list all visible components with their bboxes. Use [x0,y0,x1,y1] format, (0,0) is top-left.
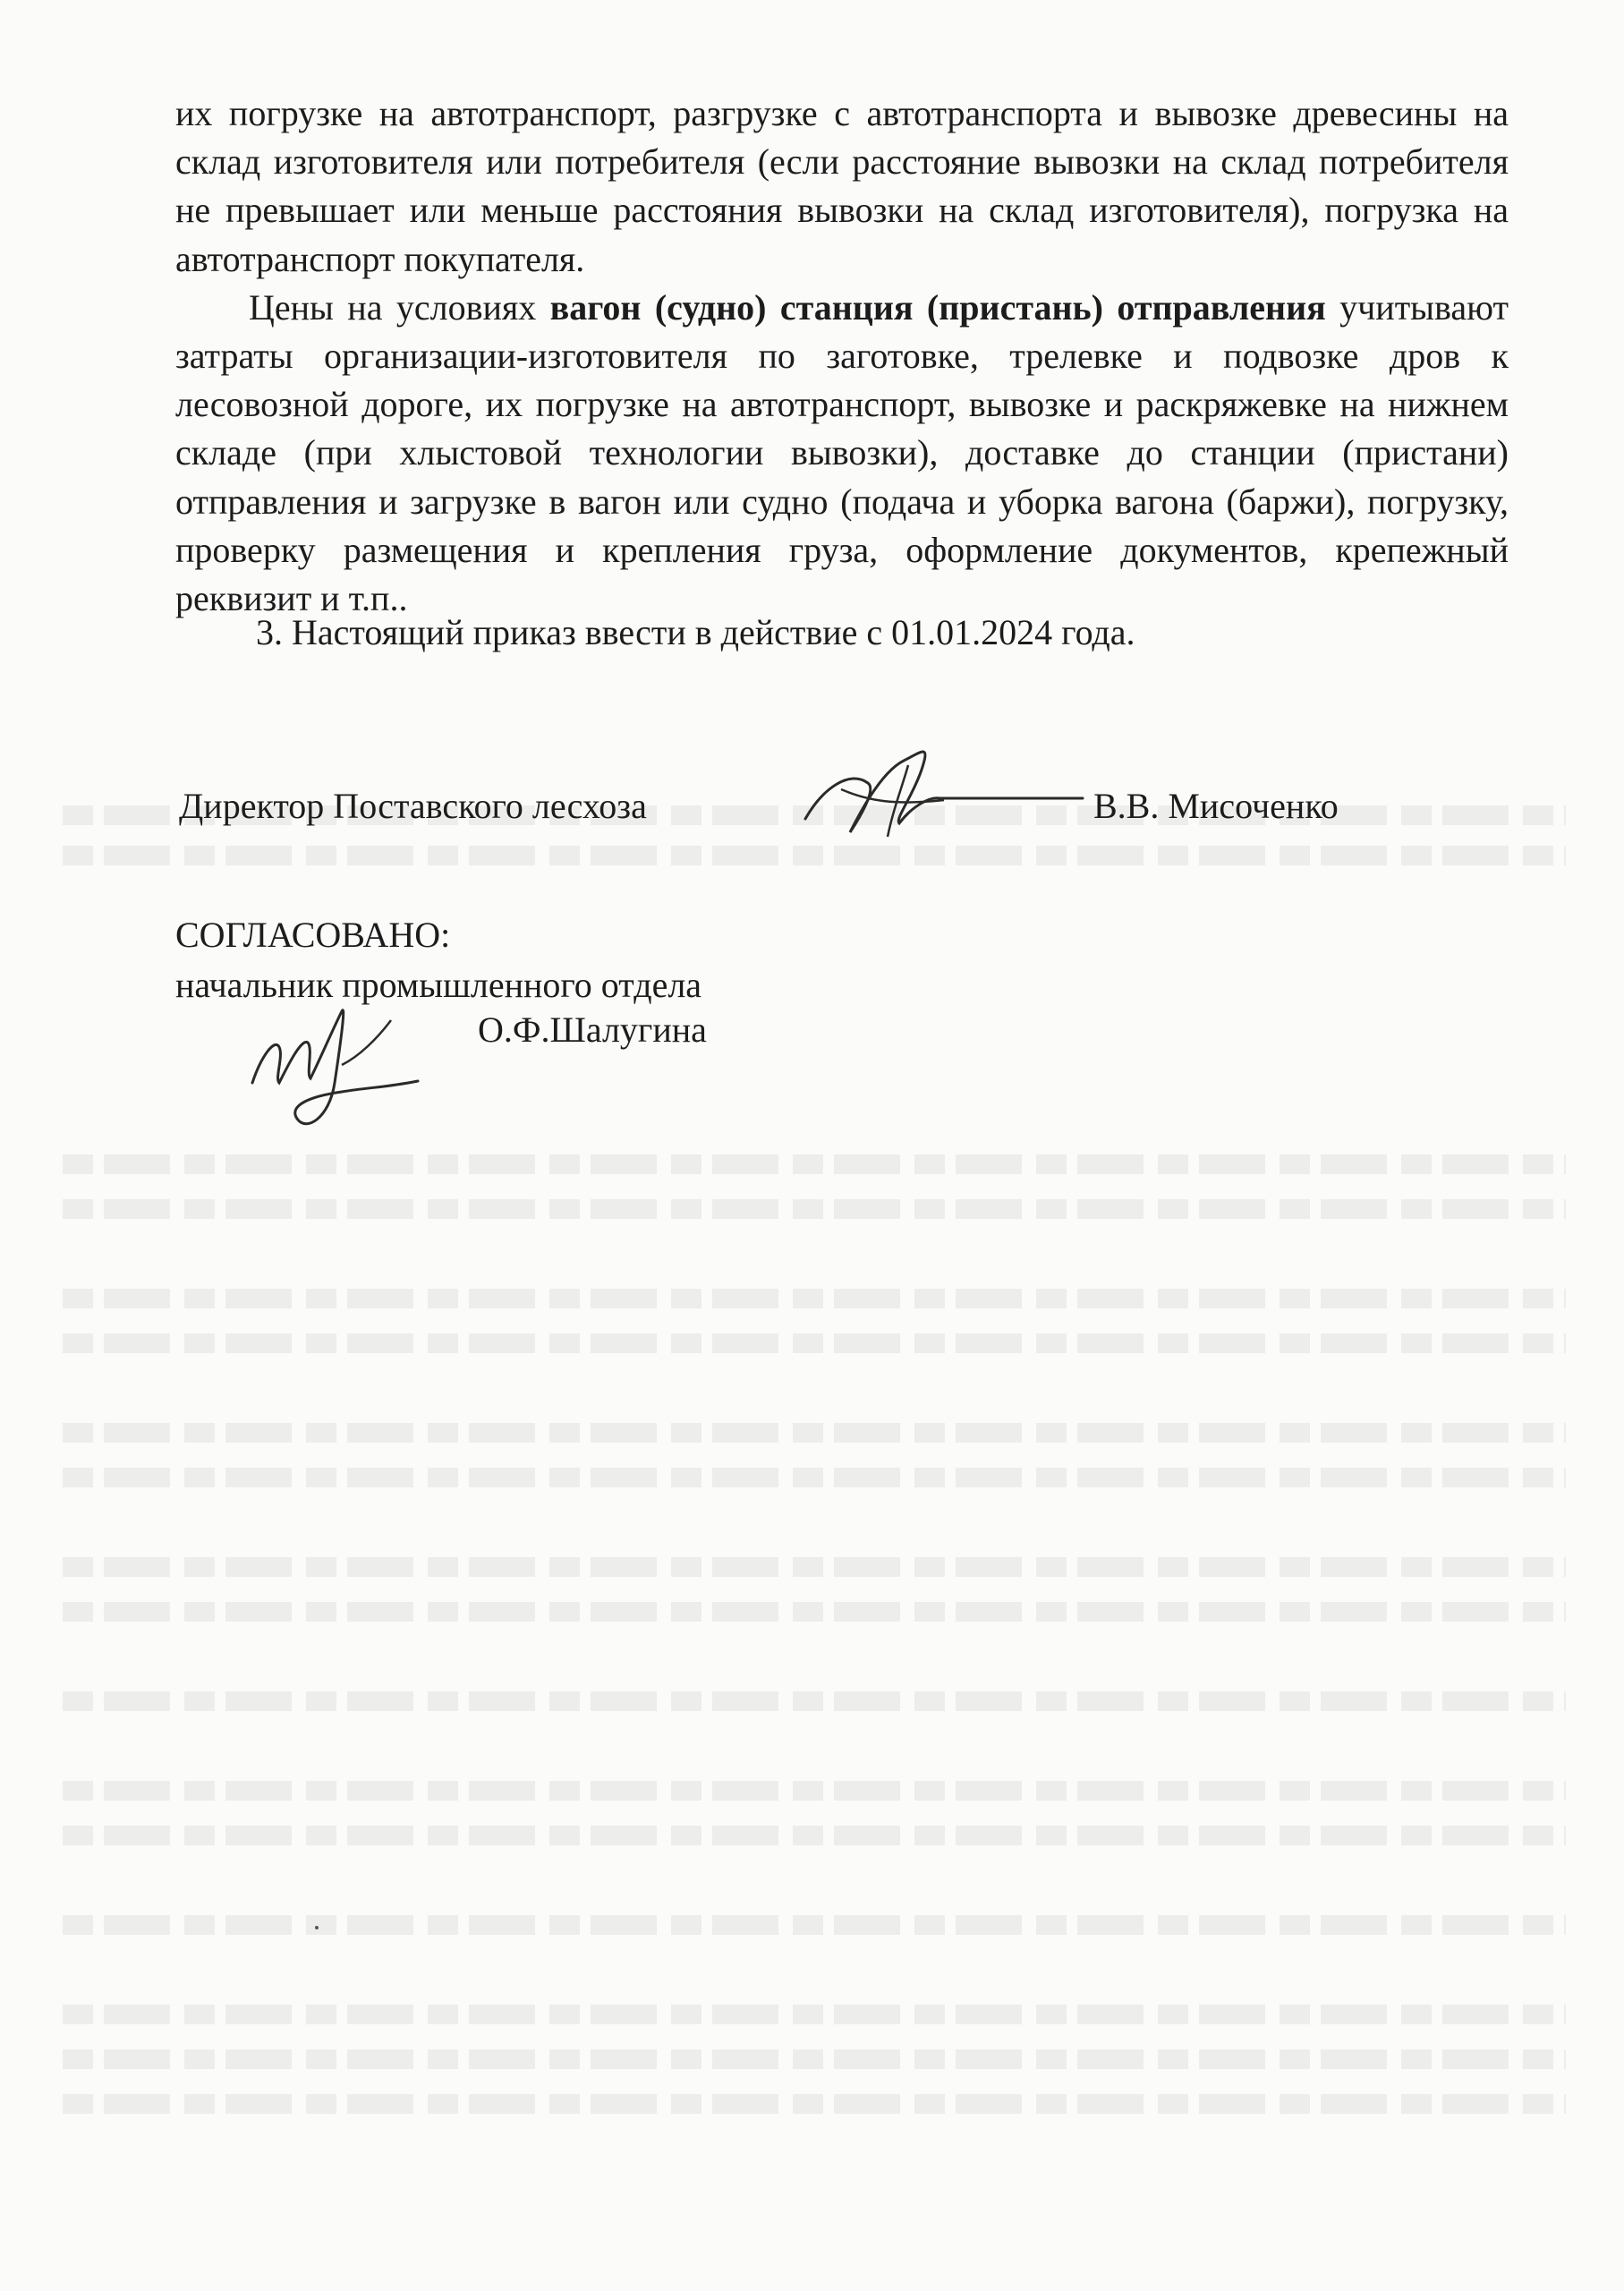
bleed-through [63,1468,1566,1487]
paragraph-lead-text: Цены на условиях [249,286,550,328]
bleed-through [63,1781,1566,1801]
director-title: Директор Поставского лесхоза [179,786,647,826]
scan-speck [315,1926,319,1929]
paragraph-bold-term: вагон (судно) станция (пристань) отправления [549,286,1326,328]
bleed-through [63,1333,1566,1353]
bleed-through [63,2094,1566,2114]
agreed-department: начальник промышленного отдела [175,965,702,1005]
director-signature [787,734,1083,855]
bleed-through [63,1154,1566,1174]
paragraph-prices-wagon [175,284,1509,623]
agreed-name: О.Ф.Шалугина [478,1009,707,1050]
agreed-label: СОГЛАСОВАНО: [175,915,451,955]
bleed-through [63,1602,1566,1622]
bleed-through [63,1691,1566,1711]
bleed-through [63,1423,1566,1443]
order-item-3: 3. Настоящий приказ ввести в действие с 01.01.2024 года. [256,612,1135,652]
agreed-signature [234,984,440,1150]
bleed-through [63,1826,1566,1845]
bleed-through [63,1199,1566,1219]
bleed-through [63,1289,1566,1308]
bleed-through [63,2005,1566,2024]
director-name: В.В. Мисоченко [1093,786,1339,826]
bleed-through [63,1557,1566,1577]
paragraph-rest-text: учитывают затраты организации-изготовителя по заготовке, трелевке и подвозке дров к лесовозной дороге, их погрузке на автотранспорт, вывозке и раскряжевке на нижнем складе (при хлыстовой технологии вывозки), доставке до станции (пристани) отправления и загрузке в вагон или судно (подача и уборка вагона (баржи), погрузку, проверку размещения и крепления груза, оформление документов, крепежный реквизит и т.п.. [175,286,1509,619]
bleed-through [63,1915,1566,1935]
order-body [175,89,1509,623]
bleed-through [63,2049,1566,2069]
paragraph-prices-warehouse: их погрузке на автотранспорт, разгрузке с автотранспорта и вывозке древесины на склад изготовителя или потребителя (если расстояние вывозки на склад потребителя не превышает или меньше расстояния вывозки на склад изготовителя), погрузка на автотранспорт покупателя. [175,93,1509,279]
